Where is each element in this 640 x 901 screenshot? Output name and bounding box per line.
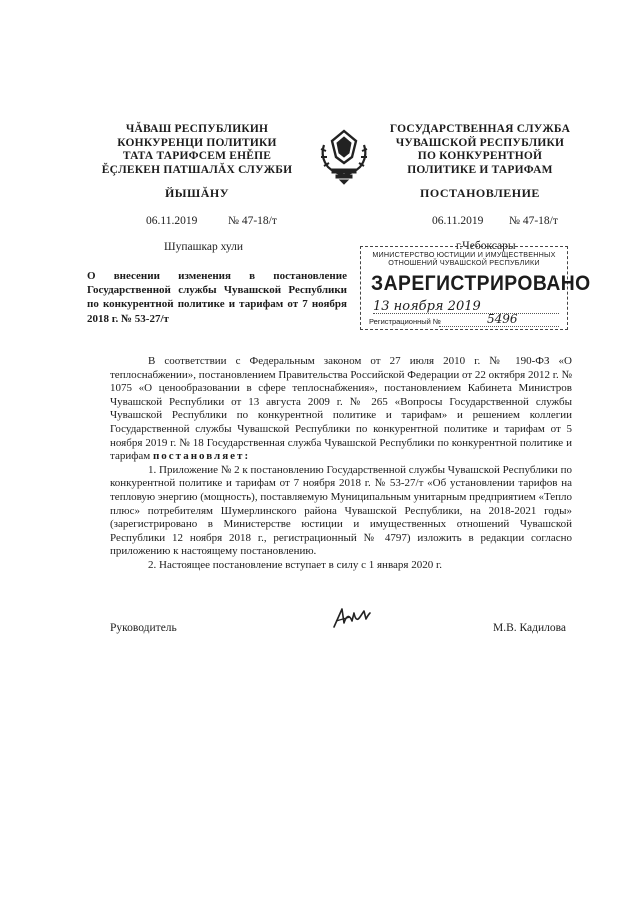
signatory-role: Руководитель (110, 622, 177, 634)
chuvash-emblem-icon (314, 125, 374, 185)
stamp-ministry-line2: ОТНОШЕНИЙ ЧУВАШСКОЙ РЕСПУБЛИКИ (388, 258, 540, 267)
stamp-number-underline (439, 326, 559, 327)
left-header-line: ĔÇЛЕКЕН ПАТШАЛĂХ СЛУЖБИ (101, 163, 293, 176)
number-right: № 47-18/т (509, 215, 558, 227)
date-left: 06.11.2019 (146, 215, 198, 227)
left-header-line: ЧĂВАШ РЕСПУБЛИКИН (125, 123, 269, 135)
right-header-line: ГОСУДАРСТВЕННАЯ СЛУЖБА (389, 123, 571, 135)
right-header-line: ПОЛИТИКЕ И ТАРИФАМ (407, 163, 553, 176)
right-header-line: ПО КОНКУРЕНТНОЙ (417, 150, 543, 162)
left-header-line: ТАТА ТАРИФСЕМ ЕНĚПЕ (122, 150, 272, 162)
city-right: г.Чебоксары (456, 240, 516, 252)
stamp-handwritten-number: 5496 (487, 312, 518, 326)
doc-type-russian: ПОСТАНОВЛЕНИЕ (420, 186, 540, 200)
right-header-russian (380, 123, 580, 177)
item-1-paragraph: 1. Приложение № 2 к постановлению Государственной службы Чувашской Республики по конкурентной политике и тарифам от 7 ноября 2018 г. № 53-27/т «Об установлении тарифов на тепловую энергию (мощность), поставляемую Муниципальным унитарным предприятием «Тепло плюс» потребителям Шумерлинского района Чувашской Республики, на 2018-2021 годы» (зарегистрировано в Министерстве юстиции и имущественных отношений Чувашской Республики 12 ноября 2018 г., регистрационный № 4797) изложить в редакции согласно приложению к настоящему постановлению. (110, 463, 573, 558)
document-body (110, 355, 572, 573)
date-right: 06.11.2019 (432, 215, 484, 227)
stamp-handwritten-date: 13 ноября 2019 (373, 299, 481, 314)
document-title: О внесении изменения в постановление Государственной службы Чувашской Республики по конкурентной политике и тарифам от 7 ноября 2018 г. № 53-27/т (87, 270, 347, 325)
number-left: № 47-18/т (228, 215, 277, 227)
left-header-chuvash (86, 123, 308, 177)
city-left: Шупашкар хули (164, 241, 244, 253)
item-2-paragraph: 2. Настоящее постановление вступает в силу с 1 января 2020 г. (148, 558, 442, 571)
preamble-text: В соответствии с Федеральным законом от 27 июля 2010 г. № 190-ФЗ «О теплоснабжении», постановлением Правительства Российской Федерации от 22 октября 2012 г. № 1075 «О ценообразовании в сфере теплоснабжения», постановлением Кабинета Министров Чувашской Республики от 13 августа 2009 г. № 265 «Вопросы Государственной службы Чувашской Республики по конкурентной политике и тарифам» и решением коллегии Государственной службы Чувашской Республики по конкурентной политике и тарифам от 5 ноября 2019 г. № 18 Государственная служба Чувашской Республики по конкурентной политике и тарифам (110, 355, 572, 463)
stamp-registered: ЗАРЕГИСТРИРОВАНО (371, 272, 591, 295)
left-header-line: КОНКУРЕНЦИ ПОЛИТИКИ (117, 136, 277, 149)
stamp-date-underline (373, 313, 559, 314)
decree-word: постановляет: (152, 450, 251, 463)
preamble-paragraph (110, 355, 572, 464)
handwritten-signature (330, 603, 374, 633)
registration-stamp (360, 246, 591, 330)
right-header-line: ЧУВАШСКОЙ РЕСПУБЛИКИ (395, 136, 565, 149)
doc-type-chuvash: ЙЫШĂНУ (164, 186, 230, 200)
signatory-name: М.В. Кадилова (493, 622, 567, 634)
stamp-number-label: Регистрационный № (369, 317, 441, 326)
stamp-ministry-line1: МИНИСТЕРСТВО ЮСТИЦИИ И ИМУЩЕСТВЕННЫХ (372, 250, 556, 259)
